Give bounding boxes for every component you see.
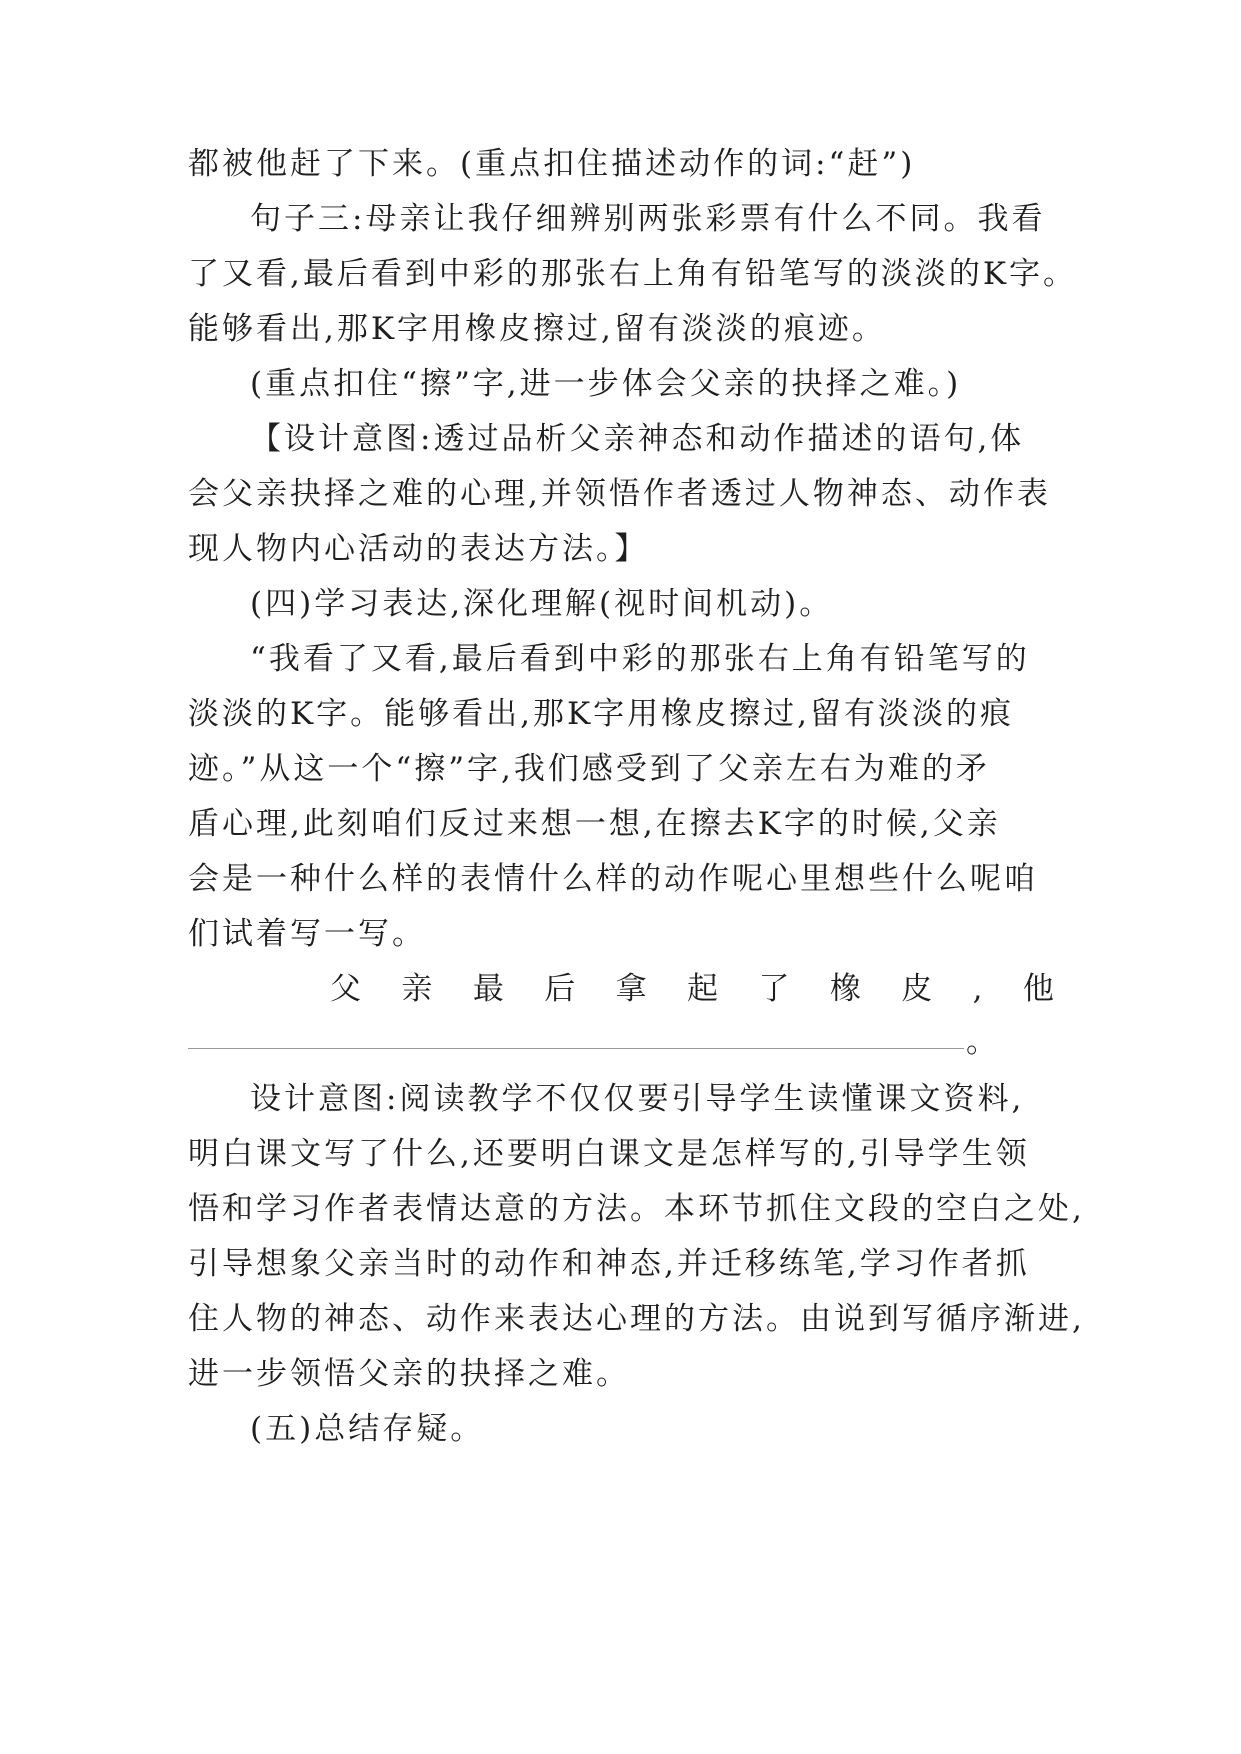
prompt-char: , — [972, 971, 983, 1007]
paragraph-line: 现人物内心活动的表达方法。】 — [188, 531, 649, 567]
prompt-char: 他 — [1022, 971, 1054, 1007]
prompt-char: 橡 — [829, 971, 861, 1007]
writing-prompt-line — [330, 967, 1054, 1011]
paragraph-line: “我看了又看,最后看到中彩的那张右上角有铅笔写的 — [250, 641, 1030, 677]
prompt-char: 亲 — [401, 971, 433, 1007]
paragraph-line: 句子三:母亲让我仔细辨别两张彩票有什么不同。我看 — [250, 201, 1046, 237]
paragraph-line: (重点扣住“擦”字,进一步体会父亲的抉择之难。) — [250, 366, 962, 402]
prompt-char: 皮 — [901, 971, 933, 1007]
prompt-char: 父 — [330, 971, 361, 1007]
prompt-char: 最 — [472, 971, 504, 1007]
prompt-char: 了 — [758, 971, 790, 1007]
prompt-char: 起 — [687, 971, 719, 1007]
paragraph-line: 都被他赶了下来。(重点扣住描述动作的词:“赶”) — [188, 146, 916, 182]
paragraph-line: 们试着写一写。 — [188, 916, 426, 952]
paragraph-line: 会是一种什么样的表情什么样的动作呢心里想些什么呢咱 — [188, 861, 1038, 897]
paragraph-line: 能够看出,那K字用橡皮擦过,留有淡淡的痕迹。 — [188, 311, 886, 347]
paragraph-line: 进一步领悟父亲的抉择之难。 — [188, 1356, 630, 1392]
paragraph-line: 盾心理,此刻咱们反过来想一想,在擦去K字的时候,父亲 — [188, 806, 1001, 842]
paragraph-line: 【设计意图:透过品析父亲神态和动作描述的语句,体 — [250, 421, 1025, 457]
paragraph-line: 明白课文写了什么,还要明白课文是怎样写的,引导学生领 — [188, 1136, 1030, 1172]
prompt-char: 后 — [544, 971, 576, 1007]
paragraph-line: 引导想象父亲当时的动作和神态,并迁移练笔,学习作者抓 — [188, 1246, 1030, 1282]
blank-end-punctuation: 。 — [966, 1024, 997, 1060]
paragraph-line: 迹。”从这一个“擦”字,我们感受到了父亲左右为难的矛 — [188, 751, 990, 787]
paragraph-line: 了又看,最后看到中彩的那张右上角有铅笔写的淡淡的K字。 — [188, 256, 1078, 292]
section-heading: (四)学习表达,深化理解(视时间机动)。 — [250, 586, 834, 622]
section-heading: (五)总结存疑。 — [250, 1411, 485, 1447]
paragraph-line: 设计意图:阅读教学不仅仅要引导学生读懂课文资料, — [250, 1081, 1025, 1117]
paragraph-line: 淡淡的K字。能够看出,那K字用橡皮擦过,留有淡淡的痕 — [188, 696, 1015, 732]
blank-underline — [188, 1048, 964, 1049]
paragraph-line: 住人物的神态、动作来表达心理的方法。由说到写循序渐进, — [188, 1301, 1085, 1337]
paragraph-line: 悟和学习作者表情达意的方法。本环节抓住文段的空白之处, — [188, 1191, 1085, 1227]
fill-in-blank — [188, 1020, 1058, 1064]
prompt-char: 拿 — [615, 971, 647, 1007]
paragraph-line: 会父亲抉择之难的心理,并领悟作者透过人物神态、动作表 — [188, 476, 1051, 512]
